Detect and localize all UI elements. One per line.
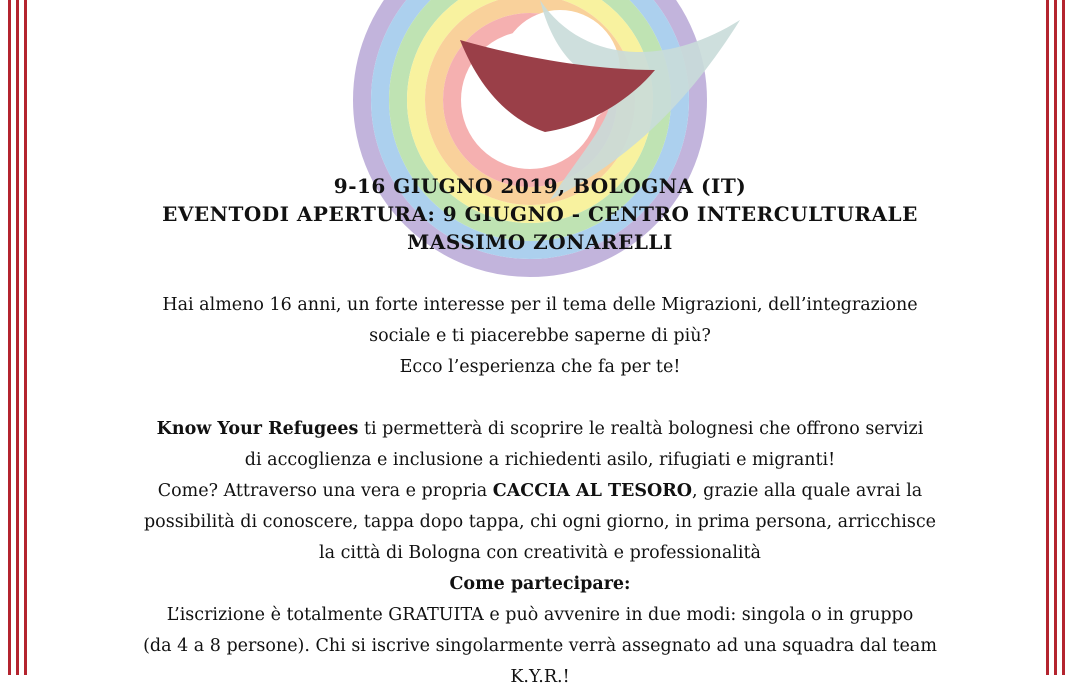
intro-line-2: sociale e ti piacerebbe saperne di più? <box>369 326 711 346</box>
description-line-3 <box>60 476 1020 507</box>
description-line-1 <box>60 414 1020 445</box>
description-line-4: possibilità di conoscere, tappa dopo tappa, chi ogni giorno, in prima persona, arricchisce <box>143 512 936 532</box>
description-line-5: la città di Bologna con creatività e professionalità <box>319 543 761 563</box>
decorative-border-left <box>8 0 30 675</box>
participation-line-3: K.Y.R.! <box>510 667 570 687</box>
opening-event: EVENTODI APERTURA: 9 GIUGNO - CENTRO INTERCULTURALE <box>162 202 918 226</box>
description-line-2: di accoglienza e inclusione a richiedenti asilo, rifugiati e migranti! <box>244 450 836 470</box>
event-description <box>60 290 1020 693</box>
description-line-3-end: , grazie alla quale avrai la <box>692 481 923 501</box>
decorative-border-right <box>1046 0 1068 675</box>
event-heading <box>60 172 1020 256</box>
intro-line-1: Hai almeno 16 anni, un forte interesse per il tema delle Migrazioni, dell’integrazione <box>162 295 918 315</box>
description-line-3-start: Come? Attraverso una vera e propria <box>157 481 493 501</box>
spacer <box>60 383 1020 414</box>
brand-name: Know Your Refugees <box>156 419 359 439</box>
participation-title <box>60 569 1020 600</box>
description-line-1-text: ti permetterà di scoprire le realtà bolognesi che offrono servizi <box>358 419 924 439</box>
venue-name: MASSIMO ZONARELLI <box>407 230 673 254</box>
participation-title-text: Come partecipare: <box>449 574 631 594</box>
intro-line-3: Ecco l’esperienza che fa per te! <box>399 357 681 377</box>
participation-line-2: (da 4 a 8 persone). Chi si iscrive singolarmente verrà assegnato ad una squadra dal team <box>143 636 937 656</box>
treasure-hunt-highlight: CACCIA AL TESORO <box>492 481 693 501</box>
event-dates: 9-16 GIUGNO 2019, BOLOGNA (IT) <box>333 174 747 198</box>
participation-line-1: L’iscrizione è totalmente GRATUITA e può avvenire in due modi: singola o in gruppo <box>166 605 914 625</box>
